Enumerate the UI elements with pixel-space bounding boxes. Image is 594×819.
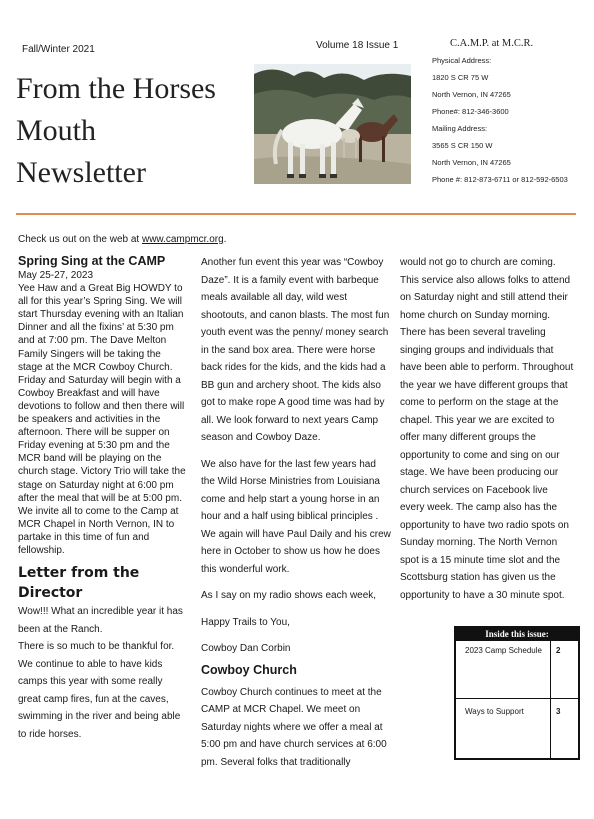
title-line: From the Horses [16, 72, 216, 105]
signature-name: Cowboy Dan Corbin [201, 643, 291, 654]
inside-title: Inside this issue: [456, 628, 578, 641]
director-heading: Letter from the Director [18, 565, 140, 602]
cowboy-church-continued: would not go to church are coming. This service also allows folks to attend on Saturday night and still attend their home church on Sunday morning. There has been several traveling singing groups and individuals that have been able to perform. Throughout the year we have different groups that come to perform on the stage at the chapel. This year we are excited to offer many different groups the opportunity to come and sing on our stage. We have been producing our church services on Facebook live every week. The camp also has the opportunity to have two radio spots on Sunday morning. The North Vernon spot is a 15 minute time slot and the Scottsburg station has given us the opportunity to have a 30 minute spot. [400, 257, 574, 601]
website-link[interactable]: www.campmcr.org [141, 234, 224, 245]
toc-item-label: 2023 Camp Schedule [465, 646, 542, 655]
website-prefix: Check us out on the web at [18, 234, 142, 245]
issue-volume: Volume 18 Issue 1 [316, 40, 399, 51]
box-divider-vertical [550, 641, 551, 758]
cowboy-daze-paragraph: Another fun event this year was “Cowboy Daze”. It is a family event with barbeque meals available all day, wild west shootouts, and canon blasts. The most fun youth event was the penny/ money search in the sand box area. There were horse back rides for the kids, and the kids had a BB gun and archery shoot. The kids also got to make rope A good time was had by all. We look forward to next years Camp season and Cowboy Daze. [201, 257, 390, 443]
website-line [18, 234, 226, 245]
contact-line: North Vernon, IN 47265 [432, 90, 511, 99]
contact-line: Physical Address: [432, 56, 492, 65]
newsletter-title [16, 68, 246, 194]
inside-this-issue-box [454, 626, 580, 760]
contact-line: 1820 S CR 75 W [432, 73, 489, 82]
cowboy-church-body: Cowboy Church continues to meet at the CAMP at MCR Chapel. We meet on Saturday nights where we offer a meal at 5:00 pm and have church services at 6:00 pm. Several folks that traditionally [201, 686, 387, 768]
cowboy-church-heading: Cowboy Church [201, 662, 297, 677]
toc-item-page: 2 [556, 646, 561, 655]
contact-line: 3565 S CR 150 W [432, 141, 493, 150]
toc-item-page: 3 [556, 707, 561, 716]
spring-sing-heading: Spring Sing at the CAMP [18, 254, 166, 268]
contact-line: North Vernon, IN 47265 [432, 158, 511, 167]
title-line: Mouth [16, 114, 97, 147]
spring-sing-body: Yee Haw and a Great Big HOWDY to all for this year’s Spring Sing. We will start Thursday evening with an Italian Dinner and all the fixins’ at 5:30 pm and at 7:00 pm. The Dave Melton Family Singers will be taking the stage at the MCR Cowboy Church. Friday and Saturday will begin with a Cowboy Breakfast and will have devotions to follow and then there will be speakers and activities in the afternoon. There will be supper on Friday evening at 5:30 pm and the MCR band will be playing on the church stage. Victory Trio will take the stage on Saturday night at 6:00 pm after the meal that will be at 5:00 pm. We invite all to come to the Camp at MCR Chapel in North Vernon, IN to partake in this time of fun and fellowship. [18, 283, 186, 556]
contact-line: Phone#: 812-346-3600 [432, 107, 509, 116]
sign-off: Happy Trails to You, [201, 616, 290, 628]
horses-photo [254, 64, 411, 184]
contact-line: Mailing Address: [432, 124, 488, 133]
horses-photo-icon [254, 64, 411, 184]
toc-item-label: Ways to Support [465, 707, 524, 716]
column-1 [18, 254, 188, 743]
header-divider [16, 213, 576, 215]
issue-season: Fall/Winter 2021 [22, 44, 95, 55]
column-2 [201, 254, 391, 780]
website-suffix: . [223, 234, 227, 245]
title-line: Newsletter [16, 156, 146, 189]
column-3 [400, 254, 575, 604]
director-body: There is so much to be thankful for. We continue to able to have kids camps this year with some really great camp fires, fun at the caves, swimming in the river and being able to ride horses. [18, 641, 181, 740]
contact-line: Phone #: 812-873-6711 or 812-592-6503 [432, 175, 568, 184]
spring-sing-date: May 25-27, 2023 [18, 270, 94, 281]
director-intro: Wow!!! What an incredible year it has been at the Ranch. [18, 606, 183, 635]
box-divider-horizontal [456, 698, 578, 699]
organization-name: C.A.M.P. at M.C.R. [450, 38, 534, 49]
wild-horse-paragraph: We also have for the last few years had the Wild Horse Ministries from Louisiana come and help start a young horse in an hour and a half using biblical principles . We again will have Paul Daily and his crew here in October to show us how he does this wonderful work. [201, 458, 391, 575]
radio-paragraph: As I say on my radio shows each week, [201, 590, 377, 601]
contact-block [432, 38, 582, 191]
